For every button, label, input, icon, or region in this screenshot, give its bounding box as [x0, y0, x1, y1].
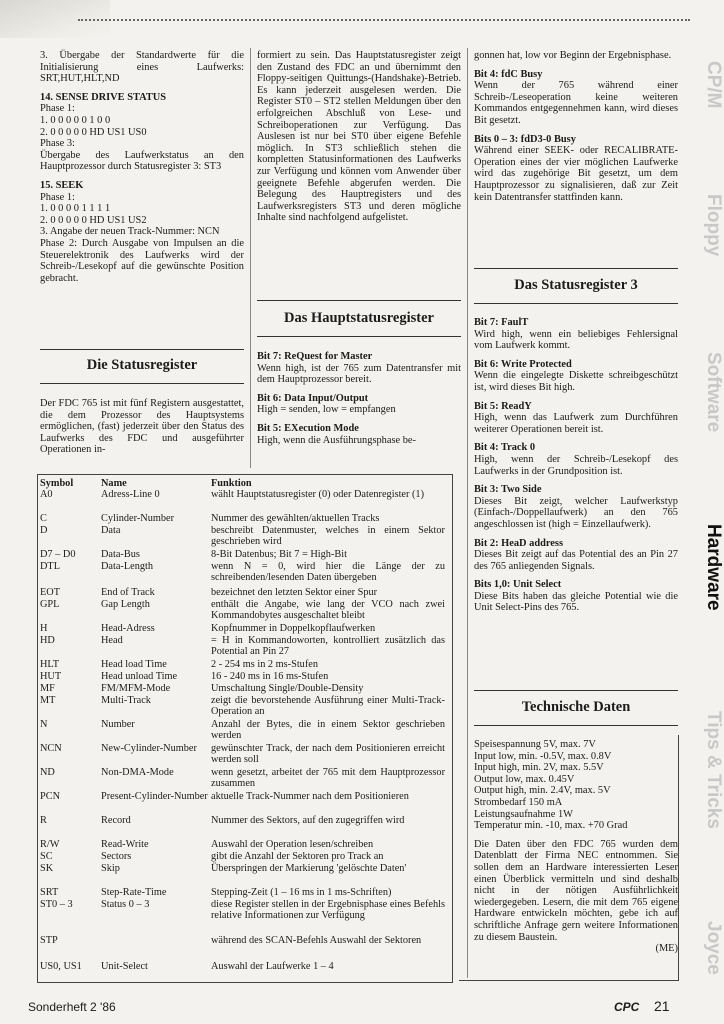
sense-line: Phase 1:	[40, 103, 75, 115]
tech-line: Output high, min. 2.4V, max. 5V	[474, 785, 611, 797]
table-cell-n: Read-Write	[101, 839, 149, 850]
table-cell-s: DTL	[40, 561, 61, 572]
table-cell-s: H	[40, 623, 48, 634]
table-cell-f: Anzahl der Bytes, die in einem Sektor geschrieben werden	[211, 719, 445, 742]
table-cell-f: während des SCAN-Befehls Auswahl der Sektoren	[211, 935, 422, 946]
column-3	[474, 50, 678, 203]
table-cell-f: aktuelle Track-Nummer nach dem Positionieren	[211, 791, 409, 802]
table-cell-n: Head	[101, 635, 123, 646]
table-cell-f: zeigt die bevorstehende Ausführung einer Multi-Track-Operation an	[211, 695, 445, 718]
statusregister-text: Der FDC 765 ist mit fünf Registern ausgestattet, die dem Prozessor des Hauptsystems ermöglichen, (fast) jederzeit über den Status des Laufwerks des FDC und ausgeführter Operationen in-	[40, 398, 244, 456]
bit-text: Während einer SEEK- oder RECALIBRATE-Operation eines der vier möglichen Laufwerke wird das zugehörige Bit gesetzt, um dem Hauptprozessor zu signalisieren, daß zur Zeit kein Datentransfer stattfinden kann.	[474, 145, 678, 203]
table-cell-n: Head unload Time	[101, 671, 178, 682]
bit-head: Bit 7: ReQuest for Master	[257, 351, 373, 362]
sense-text: Übergabe des Laufwerkstatus an den Hauptprozessor durch Statusregister 3: ST3	[40, 149, 244, 173]
table-cell-n: End of Track	[101, 587, 155, 598]
bit-text: High, wenn das Laufwerk zum Durchführen weiterer Operationen bereit ist.	[474, 412, 678, 435]
table-cell-f: Auswahl der Operation lesen/schreiben	[211, 839, 374, 850]
section-rule	[40, 383, 244, 384]
bit-head: Bit 6: Write Protected	[474, 358, 572, 370]
table-cell-n: Non-DMA-Mode	[101, 767, 174, 778]
table-cell-s: D7 – D0	[40, 549, 76, 560]
bit-text: Dieses Bit zeigt auf das Potential des an Pin 27 des 765 anliegenden Signals.	[474, 549, 678, 572]
table-cell-f: enthält die Angabe, wie lang der VCO nach zwei Kommandobytes ausgeschaltet bleibt	[211, 599, 445, 622]
author-signature: (ME)	[655, 943, 678, 955]
table-cell-s: ST0 – 3	[40, 899, 73, 910]
table-cell-f: gewünschter Track, der nach dem Positionieren erreicht werden soll	[211, 743, 445, 766]
seek-line: 2. 0 0 0 0 0 HD US1 US2	[40, 214, 147, 226]
bit-text: High = senden, low = empfangen	[257, 404, 396, 416]
table-cell-f: Auswahl der Laufwerke 1 – 4	[211, 961, 334, 972]
table-cell-n: Present-Cylinder-Number	[101, 791, 208, 802]
seek-text-2: Phase 2: Durch Ausgabe von Impulsen an die Steuerelektronik des Laufwerks wird der Schreib-/Lesekopf auf die gewünschte Position gebracht.	[40, 237, 244, 284]
footer-brand: CPC	[614, 1000, 640, 1014]
table-header-cell: Name	[101, 478, 127, 489]
section-rule	[474, 268, 678, 269]
bit-text: Wenn high, ist der 765 zum Datentransfer mit dem Hauptprozessor bereit.	[257, 362, 461, 386]
table-cell-s: C	[40, 513, 47, 524]
top-dotted-rule	[78, 19, 690, 24]
table-cell-s: R	[40, 815, 47, 826]
bit-head: Bit 7: FaulT	[474, 317, 529, 328]
bit-head: Bit 6: Data Input/Output	[257, 392, 369, 404]
statusregister3-heading: Das Statusregister 3	[514, 277, 638, 293]
table-cell-s: MT	[40, 695, 56, 706]
table-cell-s: SK	[40, 863, 54, 874]
section-rule	[257, 336, 461, 337]
table-header-cell: Funktion	[211, 478, 252, 489]
section-rule	[474, 303, 678, 304]
bit-text: Wenn der 765 während einer Schreib-/Leseoperation keine weiteren Kommandos entgegennehmen kann, wird dieses Bit gesetzt.	[474, 80, 678, 126]
table-cell-f: Nummer des gewählten/aktuellen Tracks	[211, 513, 380, 524]
tab-joyce[interactable]: Joyce	[703, 920, 724, 975]
bit-head: Bit 4: fdC Busy	[474, 68, 543, 80]
tab-hardware[interactable]: Hardware	[703, 524, 724, 611]
col3-intro: gonnen hat, low vor Beginn der Ergebnisphase.	[474, 50, 672, 61]
table-cell-s: HUT	[40, 671, 62, 682]
bit-head: Bits 0 – 3: fdD3-0 Busy	[474, 133, 576, 145]
tech-line: Temperatur min. -10, max. +70 Grad	[474, 820, 628, 832]
table-cell-s: D	[40, 525, 48, 536]
section-rule	[474, 725, 678, 726]
bit-text: Wird high, wenn ein beliebiges Fehlersignal vom Laufwerk kommt.	[474, 328, 678, 352]
table-cell-s: HLT	[40, 659, 60, 670]
column-divider	[250, 48, 251, 468]
bit-text: Dieses Bit zeigt, welcher Laufwerkstyp (Einfach-/Doppellaufwerk) an den 765 angeschlossen ist (high = Einzellaufwerk).	[474, 495, 678, 530]
st3-bits	[474, 317, 678, 614]
table-cell-n: FM/MFM-Mode	[101, 683, 171, 694]
tech-data-frame	[459, 735, 679, 981]
table-cell-s: A0	[40, 489, 53, 500]
table-cell-s: NCN	[40, 743, 62, 754]
table-cell-n: Status 0 – 3	[101, 899, 150, 910]
table-header-cell: Symbol	[40, 478, 74, 489]
technische-daten-heading: Technische Daten	[521, 699, 631, 715]
bit-head: Bits 1,0: Unit Select	[474, 579, 562, 591]
table-cell-s: GPL	[40, 599, 60, 610]
seek-line: Phase 1:	[40, 191, 75, 203]
section-rule	[40, 349, 244, 350]
seek-line: 1. 0 0 0 0 1 1 1 1	[40, 203, 111, 215]
table-cell-n: Sectors	[101, 851, 132, 862]
table-cell-s: STP	[40, 935, 58, 946]
table-cell-n: Data	[101, 525, 121, 536]
table-cell-f: 2 - 254 ms in 2 ms-Stufen	[211, 659, 318, 670]
table-cell-f: Nummer des Sektors, auf den zugegriffen wird	[211, 815, 405, 826]
tech-line: Strombedarf 150 mA	[474, 796, 563, 808]
table-cell-f: gibt die Anzahl der Sektoren pro Track an	[211, 851, 384, 862]
sense-line: 1. 0 0 0 0 0 1 0 0	[40, 114, 111, 126]
seek-title: 15. SEEK	[40, 179, 84, 191]
table-cell-n: Gap Length	[101, 599, 150, 610]
footer-issue: Sonderheft 2 '86	[28, 1000, 116, 1014]
tech-line: Leistungsaufnahme 1W	[474, 808, 573, 820]
tech-line: Input low, min. -0.5V, max. 0.8V	[474, 750, 612, 762]
table-cell-s: ND	[40, 767, 55, 778]
bit-text: High, wenn der Schreib-/Lesekopf des Laufwerks in der Grundposition ist.	[474, 453, 678, 477]
table-cell-f: wenn gesetzt, arbeitet der 765 mit dem Hauptprozessor zusammen	[211, 767, 445, 790]
tab-software[interactable]: Software	[703, 352, 724, 433]
hauptstatusregister-heading: Das Hauptstatusregister	[284, 310, 434, 326]
table-cell-s: SC	[40, 851, 53, 862]
section-rule	[474, 690, 678, 691]
table-cell-f: wenn N = 0, wird hier die Länge der zu schreibenden/lesenden Daten übergeben	[211, 561, 445, 584]
seek-text-1: 3. Angabe der neuen Track-Nummer: NCN	[40, 226, 220, 238]
tech-line: Output low, max. 0.45V	[474, 773, 575, 785]
tech-line: Input high, min. 2V, max. 5.5V	[474, 762, 604, 774]
tech-line: Speisespannung 5V, max. 7V	[474, 739, 596, 750]
table-cell-n: Skip	[101, 863, 120, 874]
bit-head: Bit 3: Two Side	[474, 484, 542, 496]
table-cell-n: Adress-Line 0	[101, 489, 160, 500]
tab-tips-tricks[interactable]: Tips & Tricks	[703, 711, 724, 829]
table-cell-n: Unit-Select	[101, 961, 148, 972]
bit-text: Diese Bits haben das gleiche Potential wie die Unit Select-Pins des 765.	[474, 590, 678, 614]
table-cell-f: Kopfnummer in Doppelkopflaufwerken	[211, 623, 376, 634]
table-cell-f: beschreibt Datenmuster, welches in einem Sektor geschrieben wird	[211, 525, 445, 548]
table-cell-n: Record	[101, 815, 131, 826]
table-cell-f: 16 - 240 ms in 16 ms-Stufen	[211, 671, 329, 682]
bit-head: Bit 5: EXecution Mode	[257, 422, 359, 434]
tab-cpm[interactable]: CP/M	[703, 61, 724, 109]
table-cell-n: New-Cylinder-Number	[101, 743, 197, 754]
table-cell-n: Data-Bus	[101, 549, 140, 560]
bit-text: Wenn die eingelegte Diskette schreibgeschützt ist, wird dieses Bit high.	[474, 370, 678, 393]
statusregister-heading: Die Statusregister	[86, 357, 198, 373]
bit-head: Bit 5: ReadY	[474, 400, 532, 412]
bit-head: Bit 4: Track 0	[474, 442, 536, 454]
footer-page-number: 21	[654, 998, 670, 1014]
table-cell-n: Step-Rate-Time	[101, 887, 167, 898]
table-cell-n: Head-Adress	[101, 623, 155, 634]
table-cell-n: Data-Length	[101, 561, 154, 572]
sense-line: Phase 3:	[40, 138, 75, 150]
bit-text: High, wenn die Ausführungsphase be-	[257, 434, 417, 446]
col1-intro: 3. Übergabe der Standardwerte für die Initialisierung eines Laufwerks: SRT,HUT,HLT,ND	[40, 50, 244, 85]
table-cell-s: N	[40, 719, 48, 730]
table-cell-f: Überspringen der Markierung 'gelöschte Daten'	[211, 863, 407, 874]
table-cell-f: bezeichnet den letzten Sektor einer Spur	[211, 587, 378, 598]
table-cell-n: Head load Time	[101, 659, 167, 670]
column-2: formiert zu sein. Das Hauptstatusregister zeigt den Zustand des FDC an und übernimmt den Floppy-seitigen Quittungs-(Handshake)-Betrieb. Es kann jederzeit ausgelesen werden. Die Register ST0 – ST2 stellen Meldungen über den erfolgreichen Abschluß von Lese- und Schreiboperationen zur Verfügung. Das Auslesen ist nur bei ST0 über eigene Befehle möglich. In ST3 schließlich stehen die kompletten Statusinformationen des Laufwerks zur Verfügung und können vom Anwender über geeignete Befehle abgerufen werden. Die Belegung des Hauptregisters und des Laufwerksregisters ST3 und deren mögliche Inhalte sind nachfolgend aufgelistet.	[257, 50, 461, 224]
sense-line: 2. 0 0 0 0 0 HD US1 US0	[40, 126, 147, 138]
table-cell-s: HD	[40, 635, 55, 646]
table-cell-n: Number	[101, 719, 135, 730]
table-cell-s: US0, US1	[40, 961, 82, 972]
column-1	[40, 50, 244, 284]
table-cell-s: PCN	[40, 791, 61, 802]
table-cell-f: = H in Kommandoworten, kontrolliert zusätzlich das Potential an Pin 27	[211, 635, 445, 658]
table-cell-s: R/W	[40, 839, 60, 850]
table-cell-f: Stepping-Zeit (1 – 16 ms in 1 ms-Schriften)	[211, 887, 392, 898]
table-cell-f: wählt Hauptstatusregister (0) oder Datenregister (1)	[211, 489, 425, 500]
section-rule	[257, 300, 461, 301]
table-cell-s: MF	[40, 683, 55, 694]
table-cell-f: diese Register stellen in der Ergebnisphase eines Befehls relative Informationen zur Verfügung	[211, 899, 445, 922]
sense-drive-status-title: 14. SENSE DRIVE STATUS	[40, 91, 167, 103]
table-cell-n: Cylinder-Number	[101, 513, 174, 524]
table-cell-n: Multi-Track	[101, 695, 151, 706]
main-status-bits	[257, 351, 461, 446]
table-cell-f: Umschaltung Single/Double-Density	[211, 683, 364, 694]
closing-text: Die Daten über den FDC 765 wurden dem Datenblatt der Firma NEC entnommen. Sie sollen dem an Hardware interessierten Leser einen Überblick vermitteln und sind deshalb nicht in der nötigen Ausführlichkeit wiedergegeben. Lesern, die mit dem 765 eigene Hardware entwickeln möchten, gebe ich auf schriftliche Anfrage gern weitere Informationen zu diesem Baustein.	[474, 838, 678, 943]
table-cell-s: SRT	[40, 887, 59, 898]
bit-head: Bit 2: HeaD address	[474, 537, 563, 549]
tab-floppy[interactable]: Floppy	[703, 193, 724, 257]
table-cell-s: EOT	[40, 587, 61, 598]
table-cell-f: 8-Bit Datenbus; Bit 7 = High-Bit	[211, 549, 347, 560]
